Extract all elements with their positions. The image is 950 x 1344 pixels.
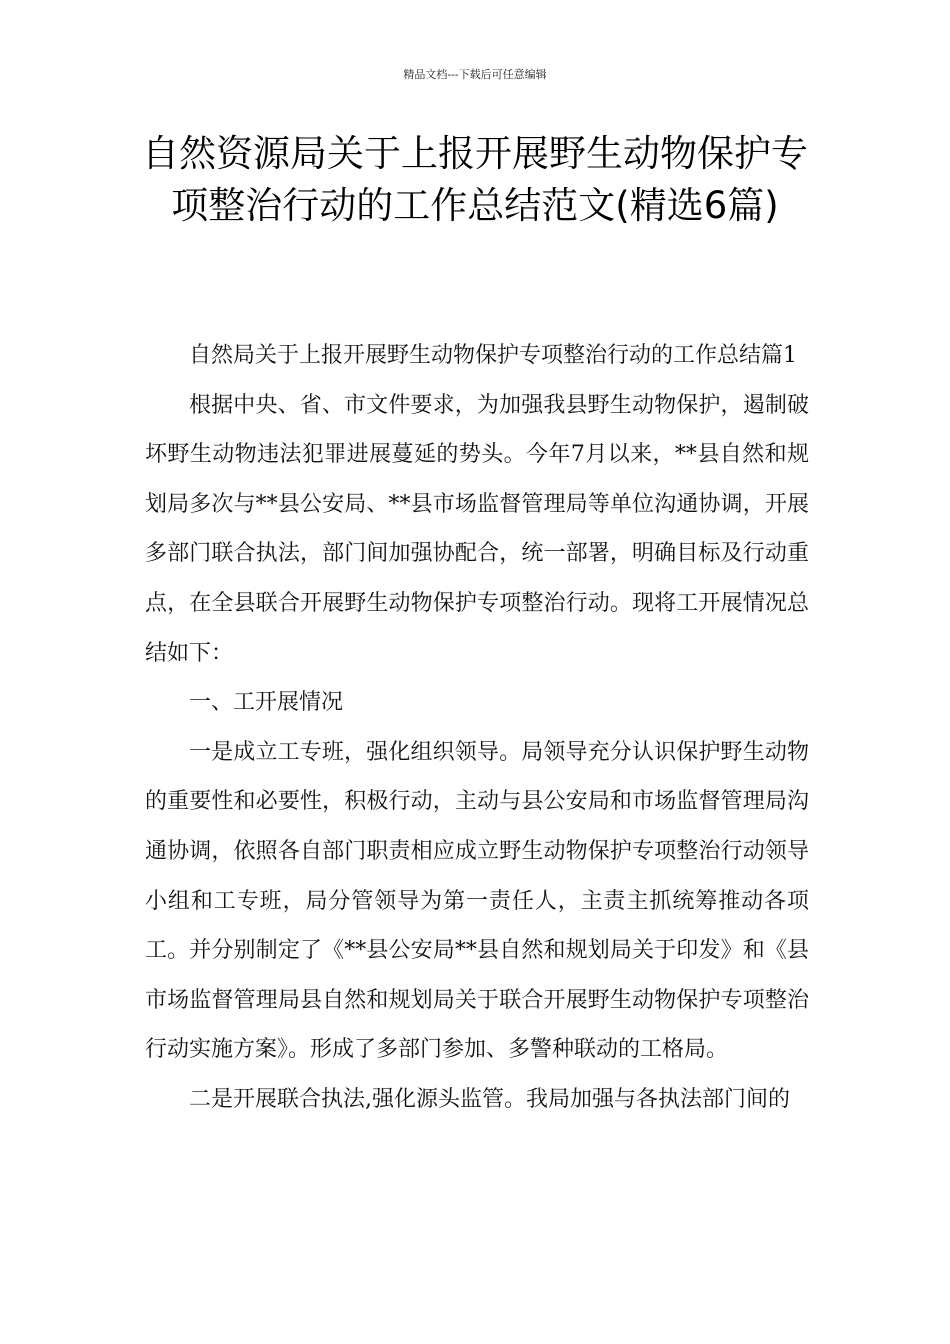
document-title: 自然资源局关于上报开展野生动物保护专项整治行动的工作总结范文(精选6篇)	[142, 132, 808, 227]
paragraph-intro: 根据中央、省、市文件要求，为加强我县野生动物保护，遏制破坏野生动物违法犯罪进展蔓延的势头。今年7月以来，**县自然和规划局多次与**县公安局、**县市场监督管理局等单位沟通协调，开展多部门联合执法，部门间加强协配合，统一部署，明确目标及行动重点，在全县联合开展野生动物保护专项整治行动。现将工开展情况总结如下：	[145, 392, 809, 666]
paragraph-section-heading: 自然局关于上报开展野生动物保护专项整治行动的工作总结篇1	[189, 343, 797, 368]
paragraph-point-one: 一是成立工专班，强化组织领导。局领导充分认识保护野生动物的重要性和必要性，积极行动，主动与县公安局和市场监督管理局沟通协调，依照各自部门职责相应成立野生动物保护专项整治行动领导小组和工专班，局分管领导为第一责任人，主责主抓统筹推动各项工。并分别制定了《**县公安局**县自然和规划局关于印发》和《县市场监督管理局县自然和规划局关于联合开展野生动物保护专项整治行动实施方案》。形成了多部门参加、多警种联动的工格局。	[145, 739, 809, 1063]
header-note: 精品文档---下载后可任意编辑	[403, 68, 547, 81]
paragraph-point-two: 二是开展联合执法,强化源头监管。我局加强与各执法部门间的	[189, 1086, 790, 1112]
paragraph-subheading: 一、工开展情况	[189, 690, 344, 716]
document-body	[145, 331, 809, 1125]
